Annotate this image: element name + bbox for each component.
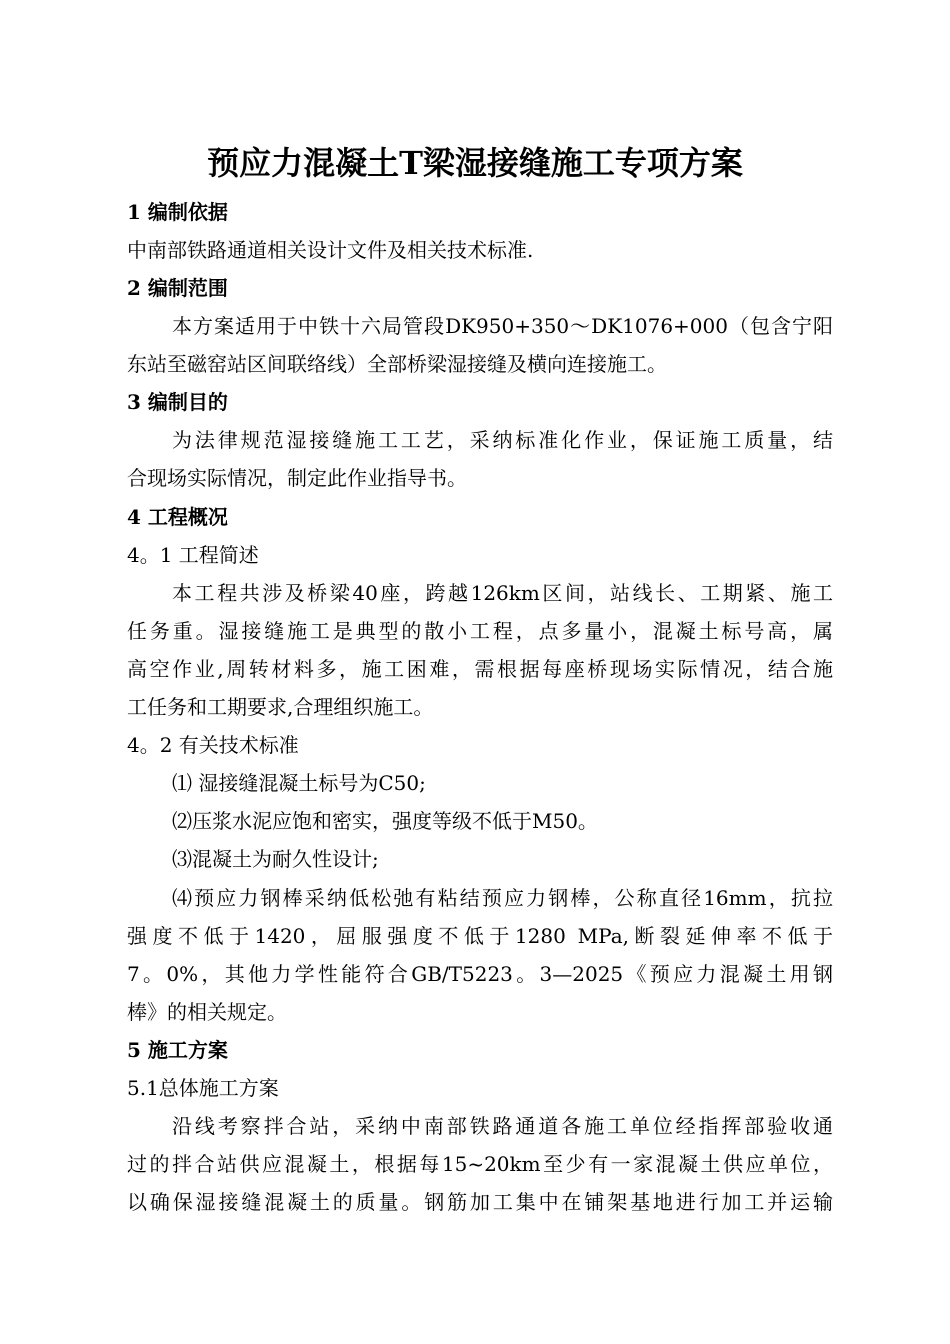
paragraph-line: 本方案适用于中铁十六局管段DK950+350～DK1076+000（包含宁阳 [172,314,833,338]
section-heading-5: 5 施工方案 [127,1038,228,1062]
list-item: ⑵压浆水泥应饱和密实，强度等级不低于M50。 [172,809,598,833]
paragraph-line: 为法律规范湿接缝施工工艺，采纳标准化作业，保证施工质量，结 [172,428,833,452]
section-heading-1: 1 编制依据 [127,200,228,224]
paragraph-line: 任务重。湿接缝施工是典型的散小工程，点多量小，混凝土标号高，属 [127,619,833,643]
list-item: ⑶混凝土为耐久性设计; [172,847,379,871]
list-item: ⑴ 湿接缝混凝土标号为C50; [172,771,426,795]
paragraph-line: 强度不低于1420，屈服强度不低于1280 MPa,断裂延伸率不低于 [127,924,833,948]
paragraph-line: 中南部铁路通道相关设计文件及相关技术标准. [127,238,534,262]
subsection-heading-4-2: 4。2 有关技术标准 [127,733,299,757]
paragraph-line: 以确保湿接缝混凝土的质量。钢筋加工集中在铺架基地进行加工并运输 [127,1190,833,1214]
paragraph-line: 7。0%，其他力学性能符合GB/T5223。3—2025《预应力混凝土用钢 [127,962,833,986]
subsection-heading-4-1: 4。1 工程简述 [127,543,259,567]
document-title: 预应力混凝土T梁湿接缝施工专项方案 [207,144,743,182]
section-heading-3: 3 编制目的 [127,390,228,414]
paragraph-line: 高空作业,周转材料多，施工困难，需根据每座桥现场实际情况，结合施 [127,657,833,681]
subsection-heading-5-1: 5.1总体施工方案 [127,1076,279,1100]
paragraph-line: 本工程共涉及桥梁40座，跨越126km区间，站线长、工期紧、施工 [172,581,833,605]
section-heading-4: 4 工程概况 [127,505,228,529]
section-heading-2: 2 编制范围 [127,276,228,300]
paragraph-line: 工任务和工期要求,合理组织施工。 [127,695,434,719]
paragraph-line: 沿线考察拌合站，采纳中南部铁路通道各施工单位经指挥部验收通 [172,1114,833,1138]
paragraph-line: 合现场实际情况，制定此作业指导书。 [127,466,467,490]
paragraph-line: 棒》的相关规定。 [127,1000,287,1024]
list-item: ⑷预应力钢棒采纳低松弛有粘结预应力钢棒，公称直径16mm，抗拉 [172,886,833,910]
paragraph-line: 东站至磁窑站区间联络线）全部桥梁湿接缝及横向连接施工。 [127,352,667,376]
paragraph-line: 过的拌合站供应混凝土，根据每15~20km至少有一家混凝土供应单位， [127,1152,833,1176]
